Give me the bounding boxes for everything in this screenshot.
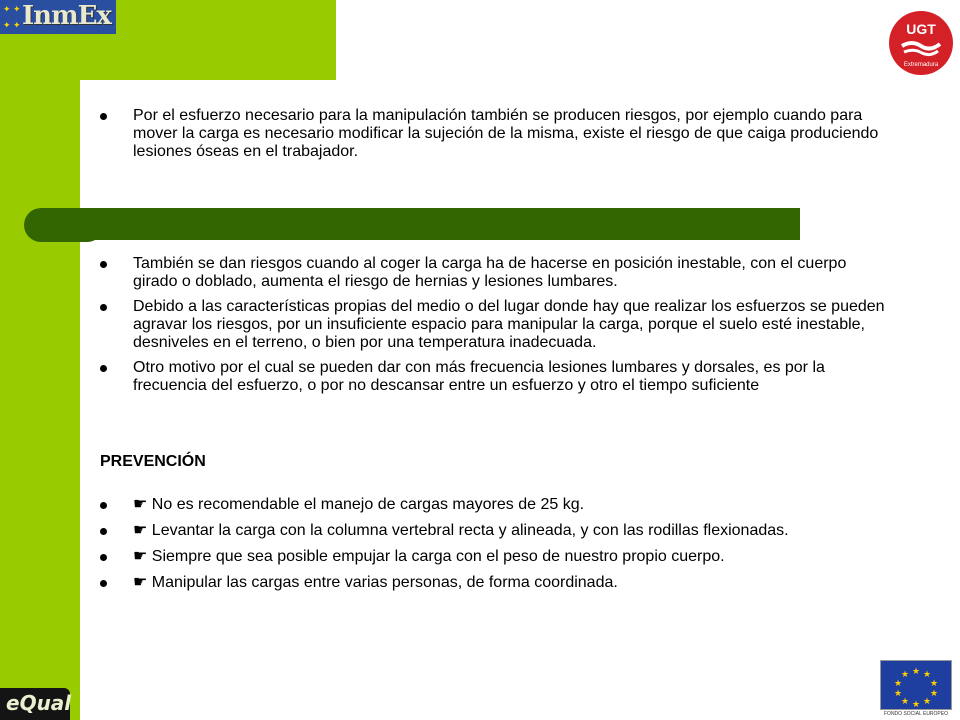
- ugt-logo-subtext: Extremadura: [903, 62, 939, 68]
- ugt-logo: [888, 10, 954, 76]
- equal-logo: [0, 688, 70, 720]
- prevention-bullet: ☛ Levantar la carga con la columna vertebral recta y alineada, y con las rodillas flexionadas.: [100, 522, 890, 540]
- sidebar-green-band: [0, 0, 80, 720]
- risk-bullet: También se dan riesgos cuando al coger la carga ha de hacerse en posición inestable, con el cuerpo girado o doblado, aumenta el riesgo de hernias y lesiones lumbares.: [100, 255, 890, 291]
- inmex-logo-text: InmEx: [22, 1, 111, 31]
- risks-section: [100, 255, 890, 402]
- eu-flag-icon: ★ ★ ★ ★ ★ ★ ★ ★ ★ ★: [880, 660, 952, 710]
- prevention-heading: PREVENCIÓN: [100, 453, 206, 470]
- divider-bar: [64, 208, 800, 240]
- risk-bullet: Otro motivo por el cual se pueden dar con más frecuencia lesiones lumbares y dorsales, es por la frecuencia del esfuerzo, o por no descansar entre un esfuerzo y otro el tiempo suficiente: [100, 359, 890, 395]
- equal-logo-text: eQual: [6, 691, 72, 715]
- intro-section: [100, 107, 890, 161]
- inmex-logo: ✦ ✦ ✦ ✦ InmEx: [0, 0, 116, 34]
- prevention-bullet: ☛ Manipular las cargas entre varias personas, de forma coordinada.: [100, 574, 890, 592]
- risk-bullet: Debido a las características propias del medio o del lugar donde hay que realizar los esfuerzos se pueden agravar los riesgos, por un insuficiente espacio para manipular la carga, porque el suelo esté inestable, desniveles en el terreno, o bien por una temperatura inadecuada.: [100, 298, 890, 352]
- eu-flag-logo: [880, 660, 952, 720]
- ugt-logo-text: UGT: [906, 21, 936, 37]
- eu-caption: FONDO SOCIAL EUROPEO: [884, 711, 948, 717]
- prevention-section: [100, 496, 890, 600]
- prevention-bullet: ☛ Siempre que sea posible empujar la carga con el peso de nuestro propio cuerpo.: [100, 548, 890, 566]
- intro-bullet: Por el esfuerzo necesario para la manipulación también se producen riesgos, por ejemplo cuando para mover la carga es necesario modificar la sujeción de la misma, existe el riesgo de que caiga produciendo lesiones óseas en el trabajador.: [100, 107, 890, 161]
- prevention-bullet: ☛ No es recomendable el manejo de cargas mayores de 25 kg.: [100, 496, 890, 514]
